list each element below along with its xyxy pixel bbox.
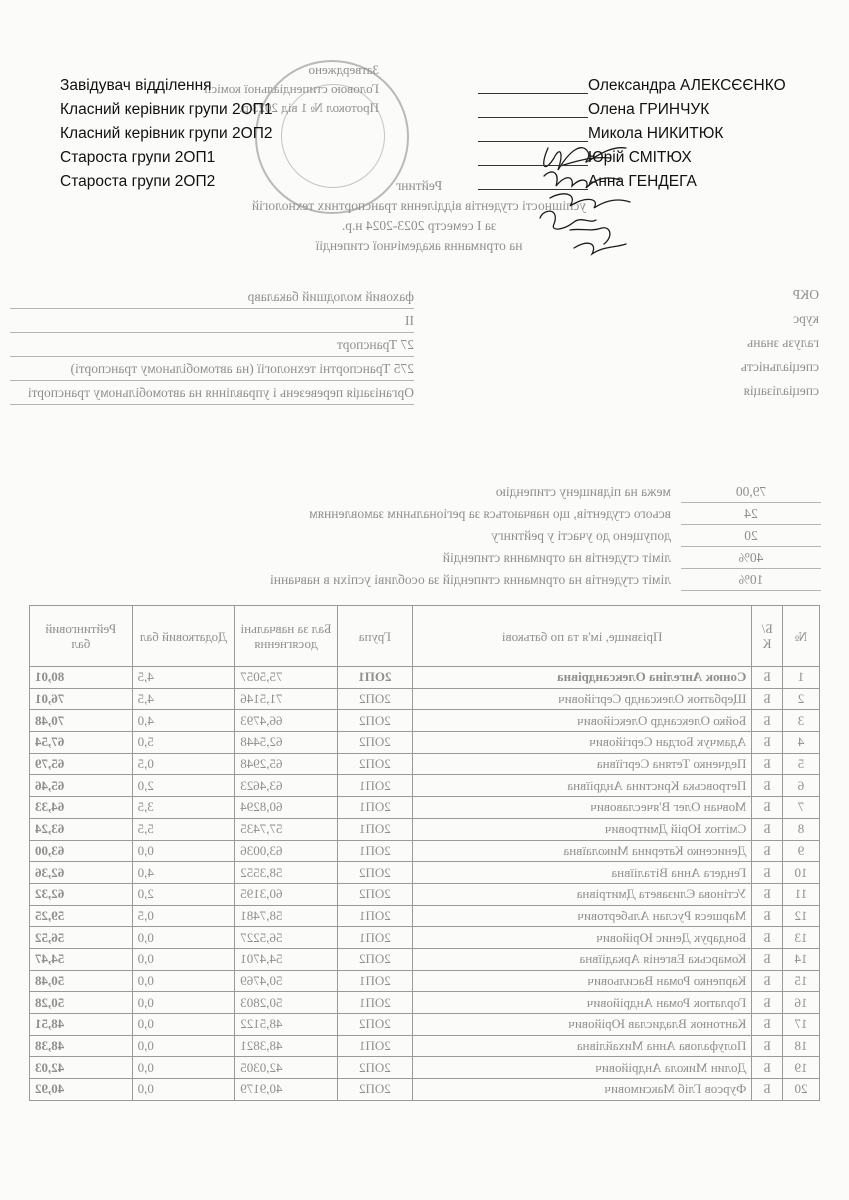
cell-name: Денисенко Катерина Миколаївна: [412, 840, 751, 862]
cell-score: 63,0036: [235, 840, 338, 862]
cell-name: Комарська Евгенія Аркадіївна: [412, 948, 751, 970]
cell-group: 2ОП1: [337, 775, 412, 797]
cell-rating: 65,46: [30, 775, 133, 797]
table-row: [30, 797, 820, 819]
cell-score: 40,9179: [235, 1079, 338, 1101]
table-row: [30, 927, 820, 949]
cell-additional: 4,0: [132, 862, 235, 884]
cell-rating: 42,03: [30, 1057, 133, 1079]
cell-additional: 4,5: [132, 667, 235, 689]
cell-rating: 63,24: [30, 818, 133, 840]
cell-additional: 0,0: [132, 970, 235, 992]
signature-name: Олександра АЛЕКСЄЄНКО: [588, 77, 786, 94]
cell-name: Сонюк Ангеліна Олександрівна: [412, 667, 751, 689]
signature-name: Юрій СМІТЮХ: [588, 149, 692, 166]
table-row: [30, 753, 820, 775]
signature-name: Микола НИКИТЮК: [588, 125, 724, 142]
scholarship-limits: [31, 482, 821, 592]
cell-rating: 48,51: [30, 1014, 133, 1036]
cell-bk: Б: [752, 1014, 783, 1036]
cell-bk: Б: [752, 1035, 783, 1057]
cell-additional: 0,0: [132, 992, 235, 1014]
info-row: [10, 381, 819, 405]
title-line: за І семестр 2023-2024 н.р.: [341, 218, 497, 233]
cell-additional: 0,0: [132, 840, 235, 862]
col-header-group: Група: [337, 606, 412, 667]
cell-rating: 80,01: [30, 667, 133, 689]
cell-score: 56,5227: [235, 927, 338, 949]
cell-name: Смітюх Юрій Дмитрович: [412, 818, 751, 840]
cell-score: 42,0305: [235, 1057, 338, 1079]
info-label: галузь знань: [747, 335, 819, 350]
cell-additional: 0,0: [132, 927, 235, 949]
signature-block: [60, 74, 820, 194]
cell-bk: Б: [752, 753, 783, 775]
limit-label: всього студентів, що навчаються за регіональним замовленням: [309, 506, 671, 521]
info-row: [10, 357, 819, 381]
limit-row: [31, 504, 821, 526]
signature-name: Анна ГЕНДЕГА: [588, 173, 697, 190]
table-row: [30, 688, 820, 710]
cell-rating: 70,48: [30, 710, 133, 732]
limit-label: межа на підвищену стипендію: [495, 484, 671, 499]
cell-bk: Б: [752, 905, 783, 927]
cell-number: 1: [783, 667, 820, 689]
cell-bk: Б: [752, 688, 783, 710]
table-row: [30, 732, 820, 754]
cell-score: 60,3195: [235, 883, 338, 905]
cell-group: 2ОП2: [337, 883, 412, 905]
cell-score: 66,4793: [235, 710, 338, 732]
cell-name: Маршеся Руслан Альбертович: [412, 905, 751, 927]
cell-bk: Б: [752, 840, 783, 862]
rating-table: [29, 605, 820, 1101]
info-value: 275 Транспортні технології (на автомобільному транспорті): [70, 361, 414, 376]
cell-name: Устінова Єлизавета Дмитрівна: [412, 883, 751, 905]
signature-row: [60, 146, 820, 170]
cell-bk: Б: [752, 818, 783, 840]
cell-score: 50,2803: [235, 992, 338, 1014]
cell-bk: Б: [752, 1057, 783, 1079]
cell-score: 57,7435: [235, 818, 338, 840]
cell-group: 2ОП2: [337, 1079, 412, 1101]
cell-score: 75,5057: [235, 667, 338, 689]
table-row: [30, 667, 820, 689]
col-header-additional: Додатковий бал: [132, 606, 235, 667]
table-row: [30, 775, 820, 797]
cell-group: 2ОП2: [337, 688, 412, 710]
cell-additional: 0,5: [132, 753, 235, 775]
cell-additional: 4,0: [132, 710, 235, 732]
cell-name: Бойко Олександр Олексійович: [412, 710, 751, 732]
cell-bk: Б: [752, 1079, 783, 1101]
table-row: [30, 1057, 820, 1079]
col-header-bk: Б/К: [752, 606, 783, 667]
cell-bk: Б: [752, 927, 783, 949]
table-row: [30, 1079, 820, 1101]
info-value: Організація перевезень і управління на автомобільному транспорті: [27, 385, 414, 400]
signature-name: Олена ГРИНЧУК: [588, 101, 710, 118]
cell-score: 48,5122: [235, 1014, 338, 1036]
cell-bk: Б: [752, 710, 783, 732]
info-label: курс: [793, 311, 819, 326]
cell-group: 2ОП1: [337, 992, 412, 1014]
cell-name: Бондарук Денис Юрійович: [412, 927, 751, 949]
limit-label: ліміт студентів на отримання стипендій: [442, 550, 671, 565]
signature-role: Староста групи 2ОП1: [60, 149, 216, 166]
table-row: [30, 1014, 820, 1036]
info-row: [10, 333, 819, 357]
cell-score: 54,4701: [235, 948, 338, 970]
info-value: ІІ: [405, 313, 414, 328]
cell-group: 2ОП2: [337, 1057, 412, 1079]
cell-bk: Б: [752, 732, 783, 754]
cell-number: 14: [783, 948, 820, 970]
signature-line: [478, 165, 588, 166]
cell-score: 48,3821: [235, 1035, 338, 1057]
cell-bk: Б: [752, 948, 783, 970]
cell-bk: Б: [752, 970, 783, 992]
cell-bk: Б: [752, 862, 783, 884]
cell-bk: Б: [752, 797, 783, 819]
limit-row: [31, 482, 821, 504]
limit-value: 24: [681, 504, 821, 525]
limit-value: 79,00: [681, 482, 821, 503]
cell-rating: 48,38: [30, 1035, 133, 1057]
cell-additional: 3,5: [132, 797, 235, 819]
table-row: [30, 710, 820, 732]
cell-number: 7: [783, 797, 820, 819]
cell-group: 2ОП2: [337, 753, 412, 775]
cell-group: 2ОП2: [337, 732, 412, 754]
approval-line: Головою стипендіальної комісії: [204, 81, 379, 96]
signature-line: [478, 117, 588, 118]
cell-rating: 67,54: [30, 732, 133, 754]
info-row: [10, 285, 819, 309]
limit-label: ліміт студентів на отримання стипендій за особливі успіхи в навчанні: [269, 572, 671, 587]
cell-number: 20: [783, 1079, 820, 1101]
signature-role: Завідувач відділення: [60, 77, 212, 94]
cell-additional: 0,0: [132, 1079, 235, 1101]
info-label: спеціальність: [740, 359, 819, 374]
signature-row: [60, 74, 820, 98]
cell-number: 11: [783, 883, 820, 905]
cell-name: Педченко Тетяна Сергіївна: [412, 753, 751, 775]
signature-line: [478, 93, 588, 94]
cell-number: 17: [783, 1014, 820, 1036]
cell-rating: 59,25: [30, 905, 133, 927]
cell-group: 2ОП1: [337, 927, 412, 949]
cell-number: 8: [783, 818, 820, 840]
limit-label: допущено до участі у рейтингу: [491, 528, 671, 543]
cell-additional: 2,0: [132, 775, 235, 797]
cell-rating: 76,01: [30, 688, 133, 710]
limit-row: [31, 526, 821, 548]
approval-protocol: Протокол № 1 від 2023 р.: [239, 100, 379, 115]
cell-group: 2ОП2: [337, 1014, 412, 1036]
col-header-score: Бал за навчальні досягнення: [235, 606, 338, 667]
signature-row: [60, 170, 820, 194]
cell-rating: 50,28: [30, 992, 133, 1014]
title-line: Рейтинг: [395, 178, 443, 193]
cell-number: 3: [783, 710, 820, 732]
signature-row: [60, 122, 820, 146]
col-header-rating: Рейтинговий бал: [30, 606, 133, 667]
cell-score: 62,5448: [235, 732, 338, 754]
signature-row: [60, 98, 820, 122]
cell-score: 63,4623: [235, 775, 338, 797]
approval-word: Затверджено: [308, 62, 379, 77]
signature-line: [478, 141, 588, 142]
cell-rating: 56,52: [30, 927, 133, 949]
info-label: ОКР: [792, 287, 819, 302]
table-row: [30, 948, 820, 970]
cell-number: 10: [783, 862, 820, 884]
cell-additional: 5,0: [132, 732, 235, 754]
cell-number: 18: [783, 1035, 820, 1057]
cell-group: 2ОП1: [337, 905, 412, 927]
cell-name: Фурсов Гліб Максимович: [412, 1079, 751, 1101]
signature-role: Класний керівник групи 2ОП1: [60, 101, 273, 118]
info-value: 27 Транспорт: [336, 337, 414, 352]
cell-bk: Б: [752, 667, 783, 689]
cell-number: 15: [783, 970, 820, 992]
cell-number: 5: [783, 753, 820, 775]
cell-number: 12: [783, 905, 820, 927]
signature-line: [478, 189, 588, 190]
info-value: фаховий молодший бакалавр: [247, 289, 414, 304]
cell-group: 2ОП1: [337, 840, 412, 862]
table-row: [30, 1035, 820, 1057]
cell-rating: 40,92: [30, 1079, 133, 1101]
cell-rating: 65,79: [30, 753, 133, 775]
cell-score: 58,7481: [235, 905, 338, 927]
table-row: [30, 862, 820, 884]
cell-score: 50,4769: [235, 970, 338, 992]
cell-group: 2ОП1: [337, 797, 412, 819]
cell-bk: Б: [752, 992, 783, 1014]
cell-number: 2: [783, 688, 820, 710]
cell-additional: 0,0: [132, 1057, 235, 1079]
cell-group: 2ОП1: [337, 818, 412, 840]
cell-name: Петровська Кристина Андріївна: [412, 775, 751, 797]
cell-number: 13: [783, 927, 820, 949]
cell-rating: 50,48: [30, 970, 133, 992]
cell-additional: 0,0: [132, 948, 235, 970]
cell-group: 2ОП2: [337, 862, 412, 884]
cell-name: Адамчук Богдан Сергійович: [412, 732, 751, 754]
col-header-number: №: [783, 606, 820, 667]
table-row: [30, 905, 820, 927]
table-row: [30, 818, 820, 840]
cell-name: Гендега Анна Віталіївна: [412, 862, 751, 884]
col-header-name: Прізвище, ім'я та по батькові: [412, 606, 751, 667]
table-row: [30, 840, 820, 862]
cell-rating: 62,32: [30, 883, 133, 905]
cell-additional: 0,0: [132, 1014, 235, 1036]
cell-name: Полуфалова Анна Михайлівна: [412, 1035, 751, 1057]
limit-row: [31, 548, 821, 570]
cell-rating: 64,33: [30, 797, 133, 819]
cell-score: 58,3552: [235, 862, 338, 884]
table-row: [30, 970, 820, 992]
cell-name: Горлатюк Роман Андрійович: [412, 992, 751, 1014]
cell-group: 2ОП2: [337, 710, 412, 732]
cell-number: 19: [783, 1057, 820, 1079]
cell-name: Щербатюк Олександр Сергійович: [412, 688, 751, 710]
cell-name: Карпенко Роман Васильович: [412, 970, 751, 992]
cell-bk: Б: [752, 883, 783, 905]
info-row: [10, 309, 819, 333]
cell-rating: 54,47: [30, 948, 133, 970]
cell-score: 71,5146: [235, 688, 338, 710]
table-row: [30, 883, 820, 905]
cell-additional: 5,5: [132, 818, 235, 840]
cell-score: 65,2948: [235, 753, 338, 775]
limit-value: 10%: [681, 570, 821, 591]
cell-group: 2ОП1: [337, 1035, 412, 1057]
table-header-row: [30, 606, 820, 667]
cell-additional: 4,5: [132, 688, 235, 710]
limit-value: 40%: [681, 548, 821, 569]
cell-name: Долин Микола Андрійович: [412, 1057, 751, 1079]
cell-score: 60,8294: [235, 797, 338, 819]
info-label: спеціалізація: [743, 383, 819, 398]
cell-name: Мовчан Олег В'ячеславович: [412, 797, 751, 819]
cell-group: 2ОП1: [337, 970, 412, 992]
cell-rating: 62,36: [30, 862, 133, 884]
program-info: [29, 285, 819, 405]
cell-additional: 0,0: [132, 1035, 235, 1057]
cell-additional: 0,5: [132, 905, 235, 927]
table-row: [30, 992, 820, 1014]
cell-additional: 2,0: [132, 883, 235, 905]
cell-name: Кантонюк Владислав Юрійович: [412, 1014, 751, 1036]
signature-role: Староста групи 2ОП2: [60, 173, 216, 190]
cell-number: 6: [783, 775, 820, 797]
cell-bk: Б: [752, 775, 783, 797]
limit-row: [31, 570, 821, 592]
title-line: на отримання академічної стипендії: [315, 238, 523, 253]
cell-number: 4: [783, 732, 820, 754]
limit-value: 20: [681, 526, 821, 547]
cell-number: 16: [783, 992, 820, 1014]
title-line: успішності студентів відділення транспортних технологій: [251, 198, 587, 213]
cell-rating: 63,00: [30, 840, 133, 862]
cell-number: 9: [783, 840, 820, 862]
cell-group: 2ОП2: [337, 948, 412, 970]
signature-role: Класний керівник групи 2ОП2: [60, 125, 273, 142]
cell-group: 2ОП1: [337, 667, 412, 689]
